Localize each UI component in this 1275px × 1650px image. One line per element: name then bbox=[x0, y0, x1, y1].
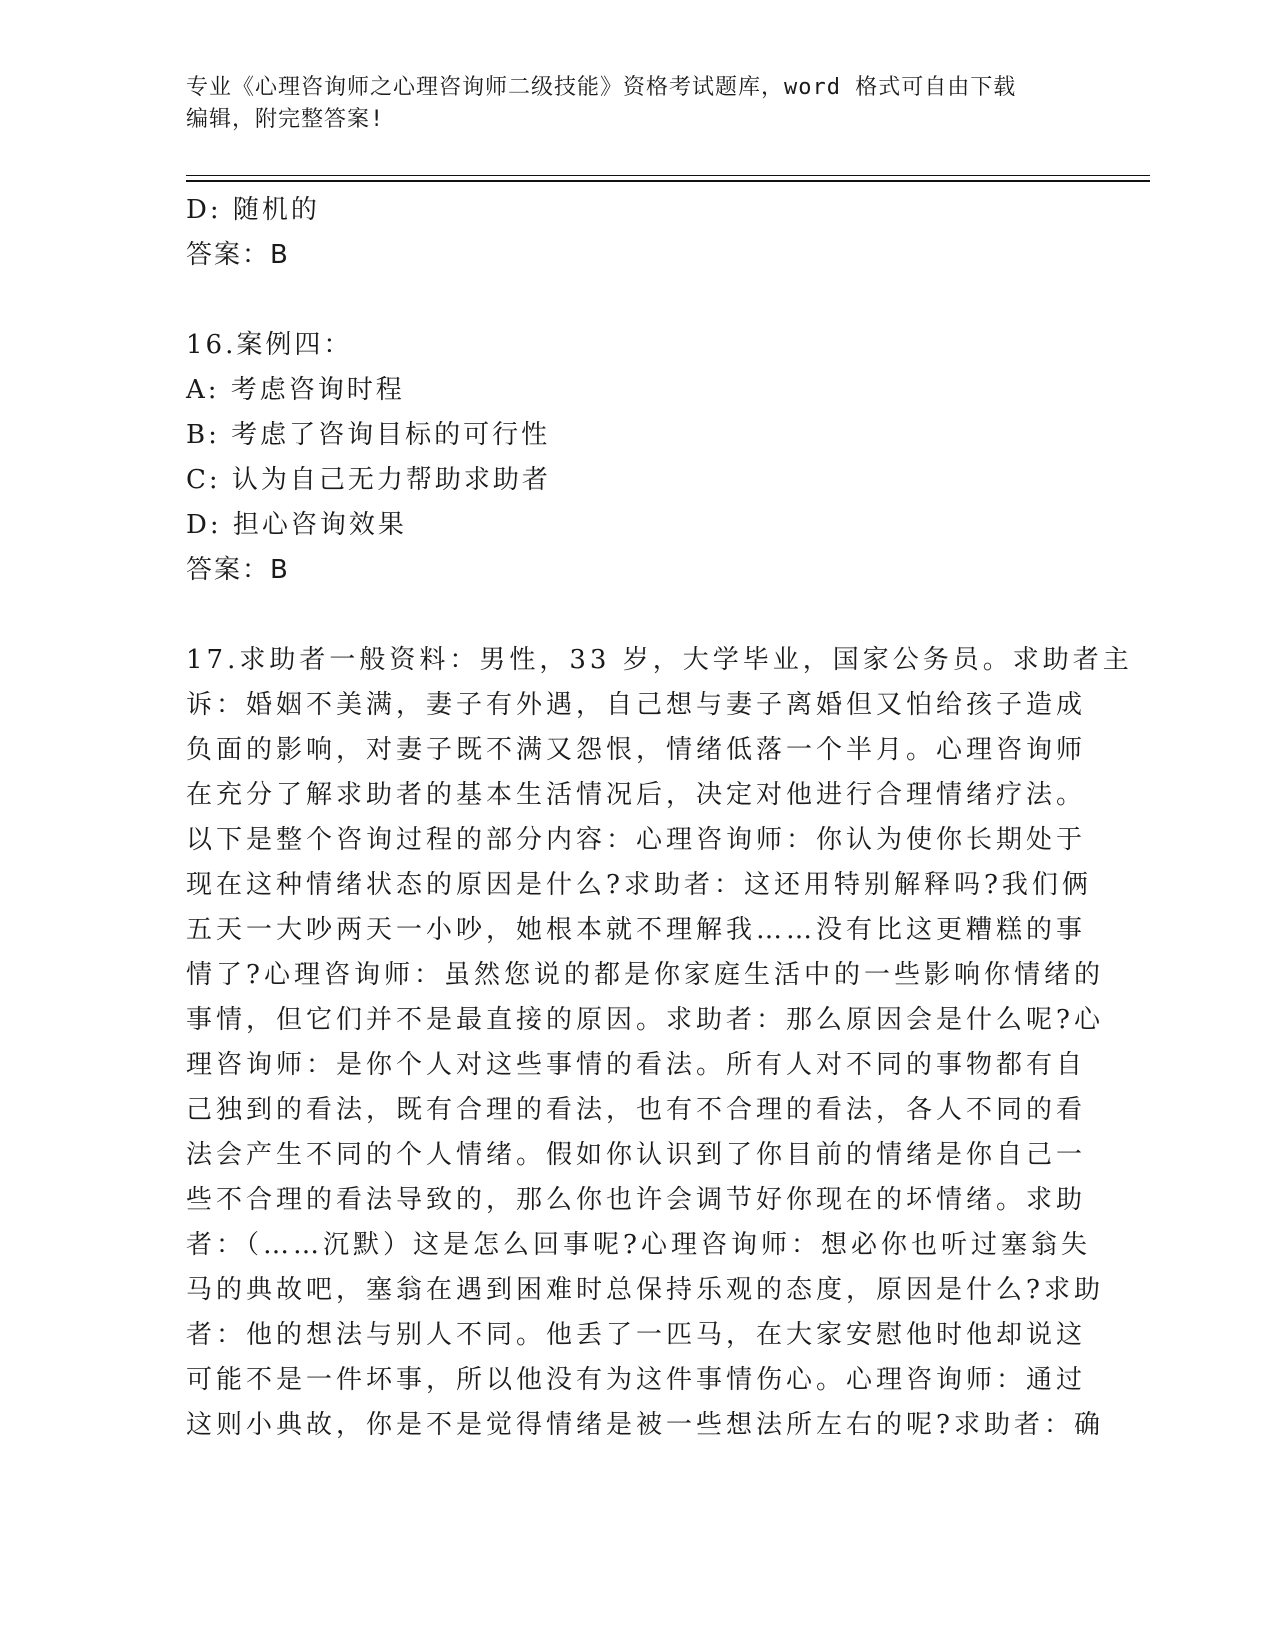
paragraph-line: 者：（……沉默）这是怎么回事呢?心理咨询师：想必你也听过塞翁失 bbox=[186, 1230, 1091, 1260]
paragraph-line: 些不合理的看法导致的，那么你也许会调节好你现在的坏情绪。求助 bbox=[186, 1185, 1087, 1215]
question-stem: 16.案例四： bbox=[186, 330, 353, 360]
paragraph-line: 事情，但它们并不是最直接的原因。求助者：那么原因会是什么呢?心 bbox=[186, 1005, 1104, 1035]
paragraph-line: 以下是整个咨询过程的部分内容：心理咨询师：你认为使你长期处于 bbox=[186, 825, 1087, 855]
option-a: A: 考虑咨询时程 bbox=[186, 375, 405, 405]
paragraph-line: 这则小典故，你是不是觉得情绪是被一些想法所左右的呢?求助者：确 bbox=[186, 1410, 1104, 1440]
paragraph-line: 己独到的看法，既有合理的看法，也有不合理的看法，各人不同的看 bbox=[186, 1095, 1087, 1125]
option-b: B: 考虑了咨询目标的可行性 bbox=[186, 420, 551, 450]
answer-line: 答案：B bbox=[186, 240, 290, 270]
document-body bbox=[186, 188, 1133, 1448]
question-16 bbox=[186, 323, 1086, 593]
paragraph-line: 法会产生不同的个人情绪。假如你认识到了你目前的情绪是你自己一 bbox=[186, 1140, 1087, 1170]
spacer bbox=[186, 278, 1086, 323]
question-15-tail bbox=[186, 188, 1086, 278]
spacer bbox=[186, 593, 1086, 638]
paragraph-line: 可能不是一件坏事，所以他没有为这件事情伤心。心理咨询师：通过 bbox=[186, 1365, 1087, 1395]
option-d: D: 担心咨询效果 bbox=[186, 510, 407, 540]
paragraph-line: 五天一大吵两天一小吵，她根本就不理解我……没有比这更糟糕的事 bbox=[186, 915, 1087, 945]
paragraph-line: 在充分了解求助者的基本生活情况后，决定对他进行合理情绪疗法。 bbox=[186, 780, 1087, 810]
paragraph-line: 马的典故吧，塞翁在遇到困难时总保持乐观的态度，原因是什么?求助 bbox=[186, 1275, 1104, 1305]
paragraph-line: 情了?心理咨询师：虽然您说的都是你家庭生活中的一些影响你情绪的 bbox=[186, 960, 1104, 990]
answer-line: 答案：B bbox=[186, 555, 290, 585]
question-17 bbox=[186, 638, 1133, 1448]
header-rule-thick bbox=[186, 180, 1150, 182]
paragraph-line: 现在这种情绪状态的原因是什么?求助者：这还用特别解释吗?我们俩 bbox=[186, 870, 1092, 900]
paragraph-line: 负面的影响，对妻子既不满又怨恨，情绪低落一个半月。心理咨询师 bbox=[186, 735, 1087, 765]
header-line-1: 专业《心理咨询师之心理咨询师二级技能》资格考试题库，word 格式可自由下载 bbox=[186, 75, 1017, 100]
option-d: D: 随机的 bbox=[186, 195, 320, 225]
paragraph-line: 17.求助者一般资料：男性，33 岁，大学毕业，国家公务员。求助者主 bbox=[186, 645, 1133, 675]
paragraph-line: 诉：婚姻不美满，妻子有外遇，自己想与妻子离婚但又怕给孩子造成 bbox=[186, 690, 1087, 720]
header-line-2: 编辑，附完整答案! bbox=[186, 107, 385, 132]
paragraph-line: 理咨询师：是你个人对这些事情的看法。所有人对不同的事物都有自 bbox=[186, 1050, 1087, 1080]
paragraph-line: 者：他的想法与别人不同。他丢了一匹马，在大家安慰他时他却说这 bbox=[186, 1320, 1087, 1350]
page-header bbox=[186, 72, 1066, 136]
header-rule-thin bbox=[186, 175, 1150, 176]
option-c: C: 认为自己无力帮助求助者 bbox=[186, 465, 551, 495]
